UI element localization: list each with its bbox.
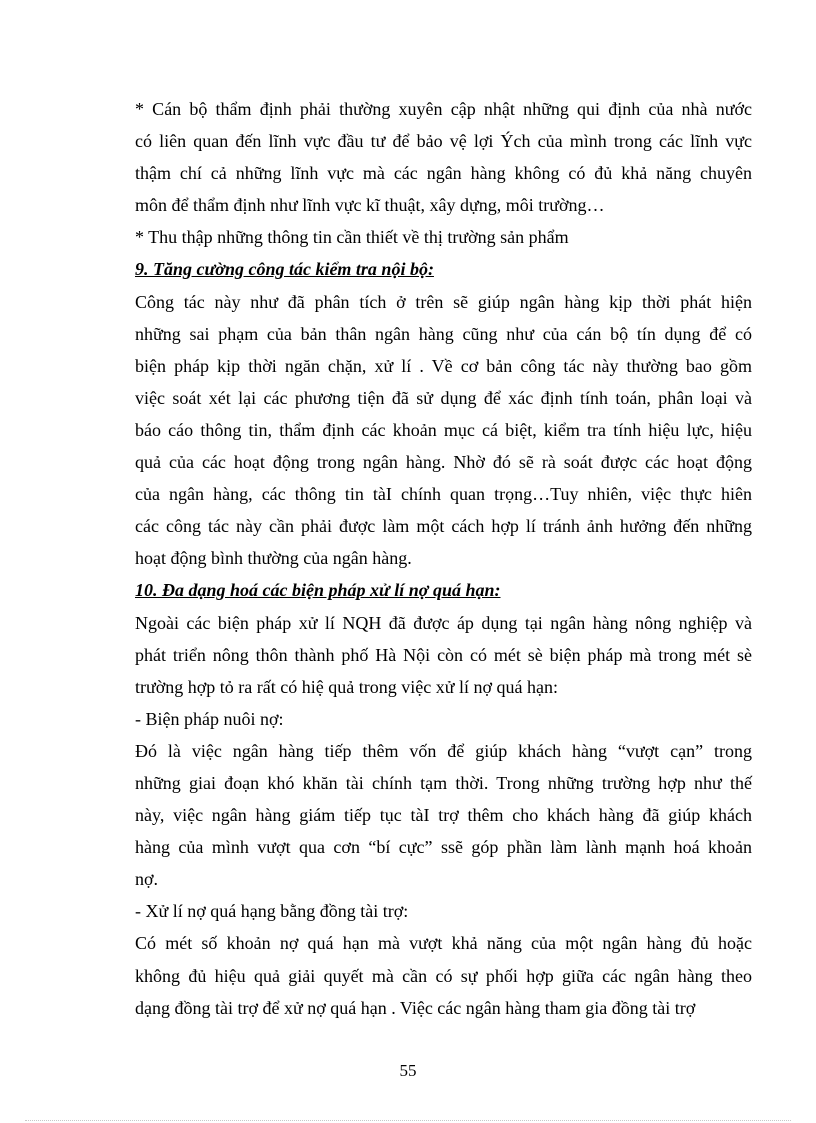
text-line: việc soát xét lại các phương tiện đã sử dụng để xác định tính toán, phân loại và (135, 387, 752, 408)
text-line: hoạt động bình thường của ngân hàng. (135, 548, 412, 569)
footer-divider (25, 1120, 791, 1121)
page-number: 55 (399, 1061, 417, 1080)
text-line: * Cán bộ thẩm định phải thường xuyên cập nhật những qui định của nhà nước (135, 99, 752, 119)
text-line: Đó là việc ngân hàng tiếp thêm vốn để giúp khách hàng “vượt cạn” trong (135, 740, 752, 761)
text-line: không đủ hiệu quả giải quyết mà cần có sự phối hợp giữa các ngân hàng theo (135, 965, 752, 986)
text-line: này, việc ngân hàng giám tiếp tục tàI trợ thêm cho khách hàng đã giúp khách (135, 805, 752, 826)
text-line: * Thu thập những thông tin cần thiết về thị trường sản phẩm (135, 227, 569, 248)
text-line: nợ. (135, 869, 159, 890)
text-line: báo cáo thông tin, thẩm định các khoản mục cá biệt, kiểm tra tính hiệu lực, hiệu (135, 419, 752, 440)
text-line: Có mét số khoản nợ quá hạn mà vượt khả năng của một ngân hàng đủ hoặc (135, 933, 752, 954)
text-line: - Xử lí nợ quá hạng bằng đồng tài trợ: (135, 901, 409, 922)
text-line: phát triển nông thôn thành phố Hà Nội còn có mét sè biện pháp mà trong mét sè (135, 644, 752, 665)
text-line: thậm chí cả những lĩnh vực mà các ngân hàng không có đủ khả năng chuyên (135, 163, 752, 184)
text-line: dạng đồng tài trợ để xử nợ quá hạn . Việc các ngân hàng tham gia đồng tài trợ (135, 997, 696, 1018)
section-heading: 10. Đa dạng hoá các biện pháp xử lí nợ quá hạn: (135, 580, 501, 601)
text-line: trường hợp tỏ ra rất có hiệ quả trong việc xử lí nợ quá hạn: (135, 676, 558, 697)
text-line: của ngân hàng, các thông tin tàI chính quan trọng…Tuy nhiên, việc thực hiên (135, 484, 752, 505)
text-line: hàng của mình vượt qua cơn “bí cực” ssẽ góp phần làm lành mạnh hoá khoản (135, 837, 752, 858)
text-line: Công tác này như đã phân tích ở trên sẽ giúp ngân hàng kịp thời phát hiện (135, 291, 752, 312)
section-heading: 9. Tăng cường công tác kiểm tra nội bộ: (135, 259, 434, 280)
text-line: biện pháp kịp thời ngăn chặn, xử lí . Về cơ bản công tác này thường bao gồm (135, 355, 752, 376)
text-line: quả của các hoạt động trong ngân hàng. Nhờ đó sẽ rà soát được các hoạt động (135, 452, 752, 473)
text-line: có liên quan đến lĩnh vực đầu tư để bảo vệ lợi Ých của mình trong các lĩnh vực (135, 131, 752, 152)
text-line: môn để thẩm định như lĩnh vực kĩ thuật, xây dựng, môi trường… (135, 195, 605, 216)
body-text (135, 93, 752, 1024)
text-line: Ngoài các biện pháp xử lí NQH đã được áp dụng tại ngân hàng nông nghiệp và (135, 612, 752, 633)
text-line: - Biện pháp nuôi nợ: (135, 708, 284, 729)
text-line: những giai đoạn khó khăn tài chính tạm thời. Trong những trường hợp như thế (135, 772, 752, 793)
text-line: các công tác này cần phải được làm một cách hợp lí tránh ảnh hưởng đến những (135, 516, 752, 537)
text-line: những sai phạm của bản thân ngân hàng cũng như của cán bộ tín dụng để có (135, 323, 752, 344)
